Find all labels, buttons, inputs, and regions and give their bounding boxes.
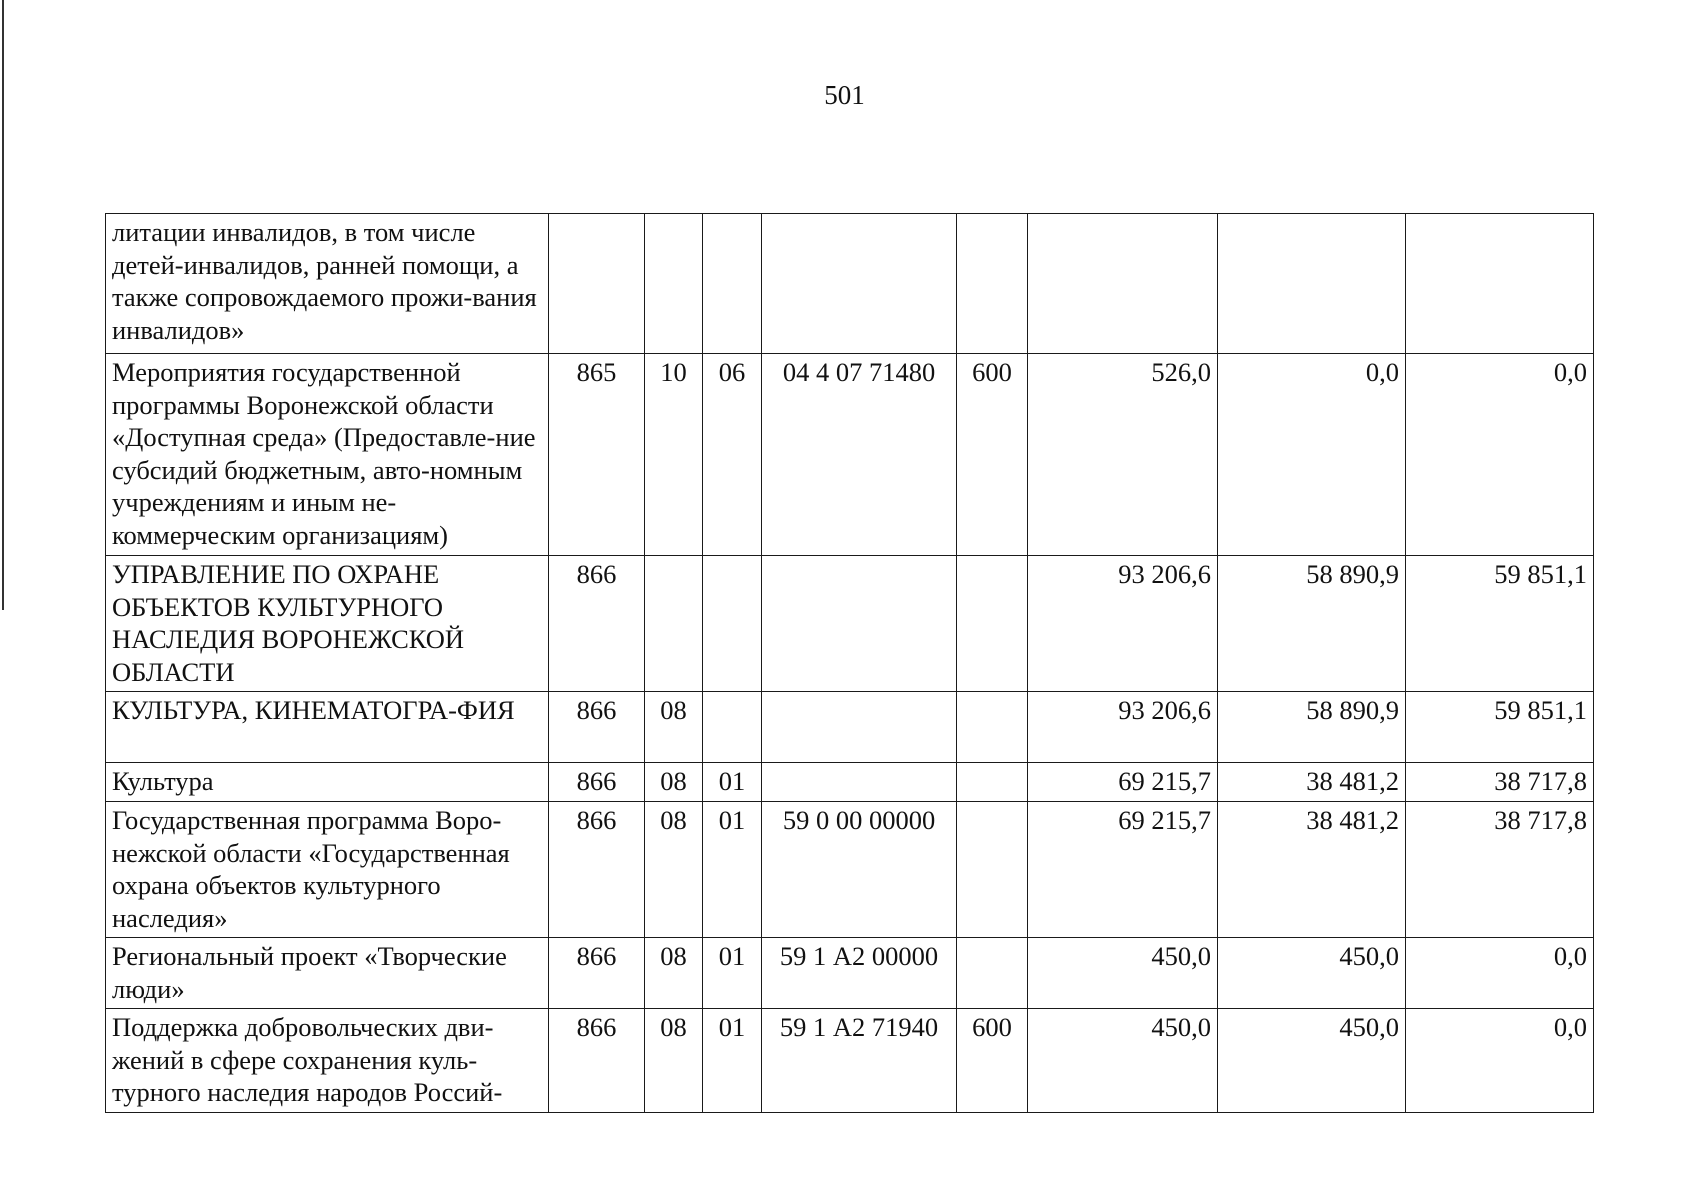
- row-name: Региональный проект «Творческие люди»: [106, 938, 549, 1009]
- cell-value-1: 93 206,6: [1028, 692, 1218, 763]
- cell-value-2: 58 890,9: [1218, 692, 1406, 763]
- cell-rz: [645, 214, 703, 354]
- cell-value-2: [1218, 214, 1406, 354]
- cell-pr: [703, 556, 762, 692]
- cell-rz: 08: [645, 692, 703, 763]
- cell-csr: 59 1 А2 00000: [762, 938, 957, 1009]
- cell-vr: [957, 214, 1028, 354]
- cell-value-1: 69 215,7: [1028, 763, 1218, 802]
- cell-csr: 59 0 00 00000: [762, 802, 957, 938]
- cell-csr: 04 4 07 71480: [762, 354, 957, 556]
- row-name: Государственная программа Воро-нежской области «Государственная охрана объектов культурного наследия»: [106, 802, 549, 938]
- cell-value-2: 38 481,2: [1218, 763, 1406, 802]
- cell-value-3: 0,0: [1406, 1009, 1594, 1113]
- cell-pr: 01: [703, 802, 762, 938]
- row-name: КУЛЬТУРА, КИНЕМАТОГРА-ФИЯ: [106, 692, 549, 763]
- row-name: Культура: [106, 763, 549, 802]
- cell-vr: [957, 692, 1028, 763]
- cell-pr: [703, 692, 762, 763]
- table-row: [106, 214, 1594, 354]
- cell-vr: 600: [957, 1009, 1028, 1113]
- cell-value-3: 59 851,1: [1406, 556, 1594, 692]
- cell-gr: [549, 214, 645, 354]
- cell-vr: [957, 763, 1028, 802]
- cell-value-2: 450,0: [1218, 938, 1406, 1009]
- cell-gr: 866: [549, 763, 645, 802]
- cell-pr: 01: [703, 763, 762, 802]
- row-name: УПРАВЛЕНИЕ ПО ОХРАНЕ ОБЪЕКТОВ КУЛЬТУРНОГО НАСЛЕДИЯ ВОРОНЕЖСКОЙ ОБЛАСТИ: [106, 556, 549, 692]
- cell-value-1: [1028, 214, 1218, 354]
- cell-gr: 866: [549, 692, 645, 763]
- table-row: [106, 938, 1594, 1009]
- cell-vr: [957, 802, 1028, 938]
- cell-gr: 866: [549, 802, 645, 938]
- cell-rz: 10: [645, 354, 703, 556]
- budget-table: [105, 213, 1594, 1113]
- cell-value-1: 526,0: [1028, 354, 1218, 556]
- cell-csr: 59 1 А2 71940: [762, 1009, 957, 1113]
- table-row: [106, 763, 1594, 802]
- cell-gr: 866: [549, 556, 645, 692]
- table-row: [106, 354, 1594, 556]
- cell-vr: [957, 938, 1028, 1009]
- row-name: Мероприятия государственной программы Воронежской области «Доступная среда» (Предоставле-ние субсидий бюджетным, авто-номным учреждениям и иным не-коммерческим организациям): [106, 354, 549, 556]
- cell-rz: [645, 556, 703, 692]
- cell-pr: [703, 214, 762, 354]
- cell-gr: 865: [549, 354, 645, 556]
- cell-value-2: 58 890,9: [1218, 556, 1406, 692]
- cell-value-3: 0,0: [1406, 938, 1594, 1009]
- cell-vr: 600: [957, 354, 1028, 556]
- cell-value-3: [1406, 214, 1594, 354]
- cell-value-3: 59 851,1: [1406, 692, 1594, 763]
- cell-rz: 08: [645, 938, 703, 1009]
- cell-rz: 08: [645, 1009, 703, 1113]
- cell-csr: [762, 763, 957, 802]
- cell-pr: 06: [703, 354, 762, 556]
- page-number: 501: [824, 80, 865, 110]
- cell-value-3: 0,0: [1406, 354, 1594, 556]
- cell-gr: 866: [549, 1009, 645, 1113]
- cell-value-2: 38 481,2: [1218, 802, 1406, 938]
- cell-csr: [762, 556, 957, 692]
- table-row: [106, 802, 1594, 938]
- cell-rz: 08: [645, 763, 703, 802]
- cell-vr: [957, 556, 1028, 692]
- cell-value-1: 69 215,7: [1028, 802, 1218, 938]
- row-name: Поддержка добровольческих дви-жений в сфере сохранения куль-турного наследия народов Россий-: [106, 1009, 549, 1113]
- table-row: [106, 556, 1594, 692]
- table-row: [106, 1009, 1594, 1113]
- cell-value-3: 38 717,8: [1406, 802, 1594, 938]
- cell-csr: [762, 214, 957, 354]
- cell-csr: [762, 692, 957, 763]
- cell-gr: 866: [549, 938, 645, 1009]
- cell-value-2: 0,0: [1218, 354, 1406, 556]
- cell-pr: 01: [703, 938, 762, 1009]
- cell-pr: 01: [703, 1009, 762, 1113]
- cell-rz: 08: [645, 802, 703, 938]
- row-name: литации инвалидов, в том числе детей-инвалидов, ранней помощи, а также сопровождаемого прожи-вания инвалидов»: [106, 214, 549, 354]
- cell-value-3: 38 717,8: [1406, 763, 1594, 802]
- table-row: [106, 692, 1594, 763]
- cell-value-1: 450,0: [1028, 1009, 1218, 1113]
- cell-value-1: 93 206,6: [1028, 556, 1218, 692]
- cell-value-1: 450,0: [1028, 938, 1218, 1009]
- cell-value-2: 450,0: [1218, 1009, 1406, 1113]
